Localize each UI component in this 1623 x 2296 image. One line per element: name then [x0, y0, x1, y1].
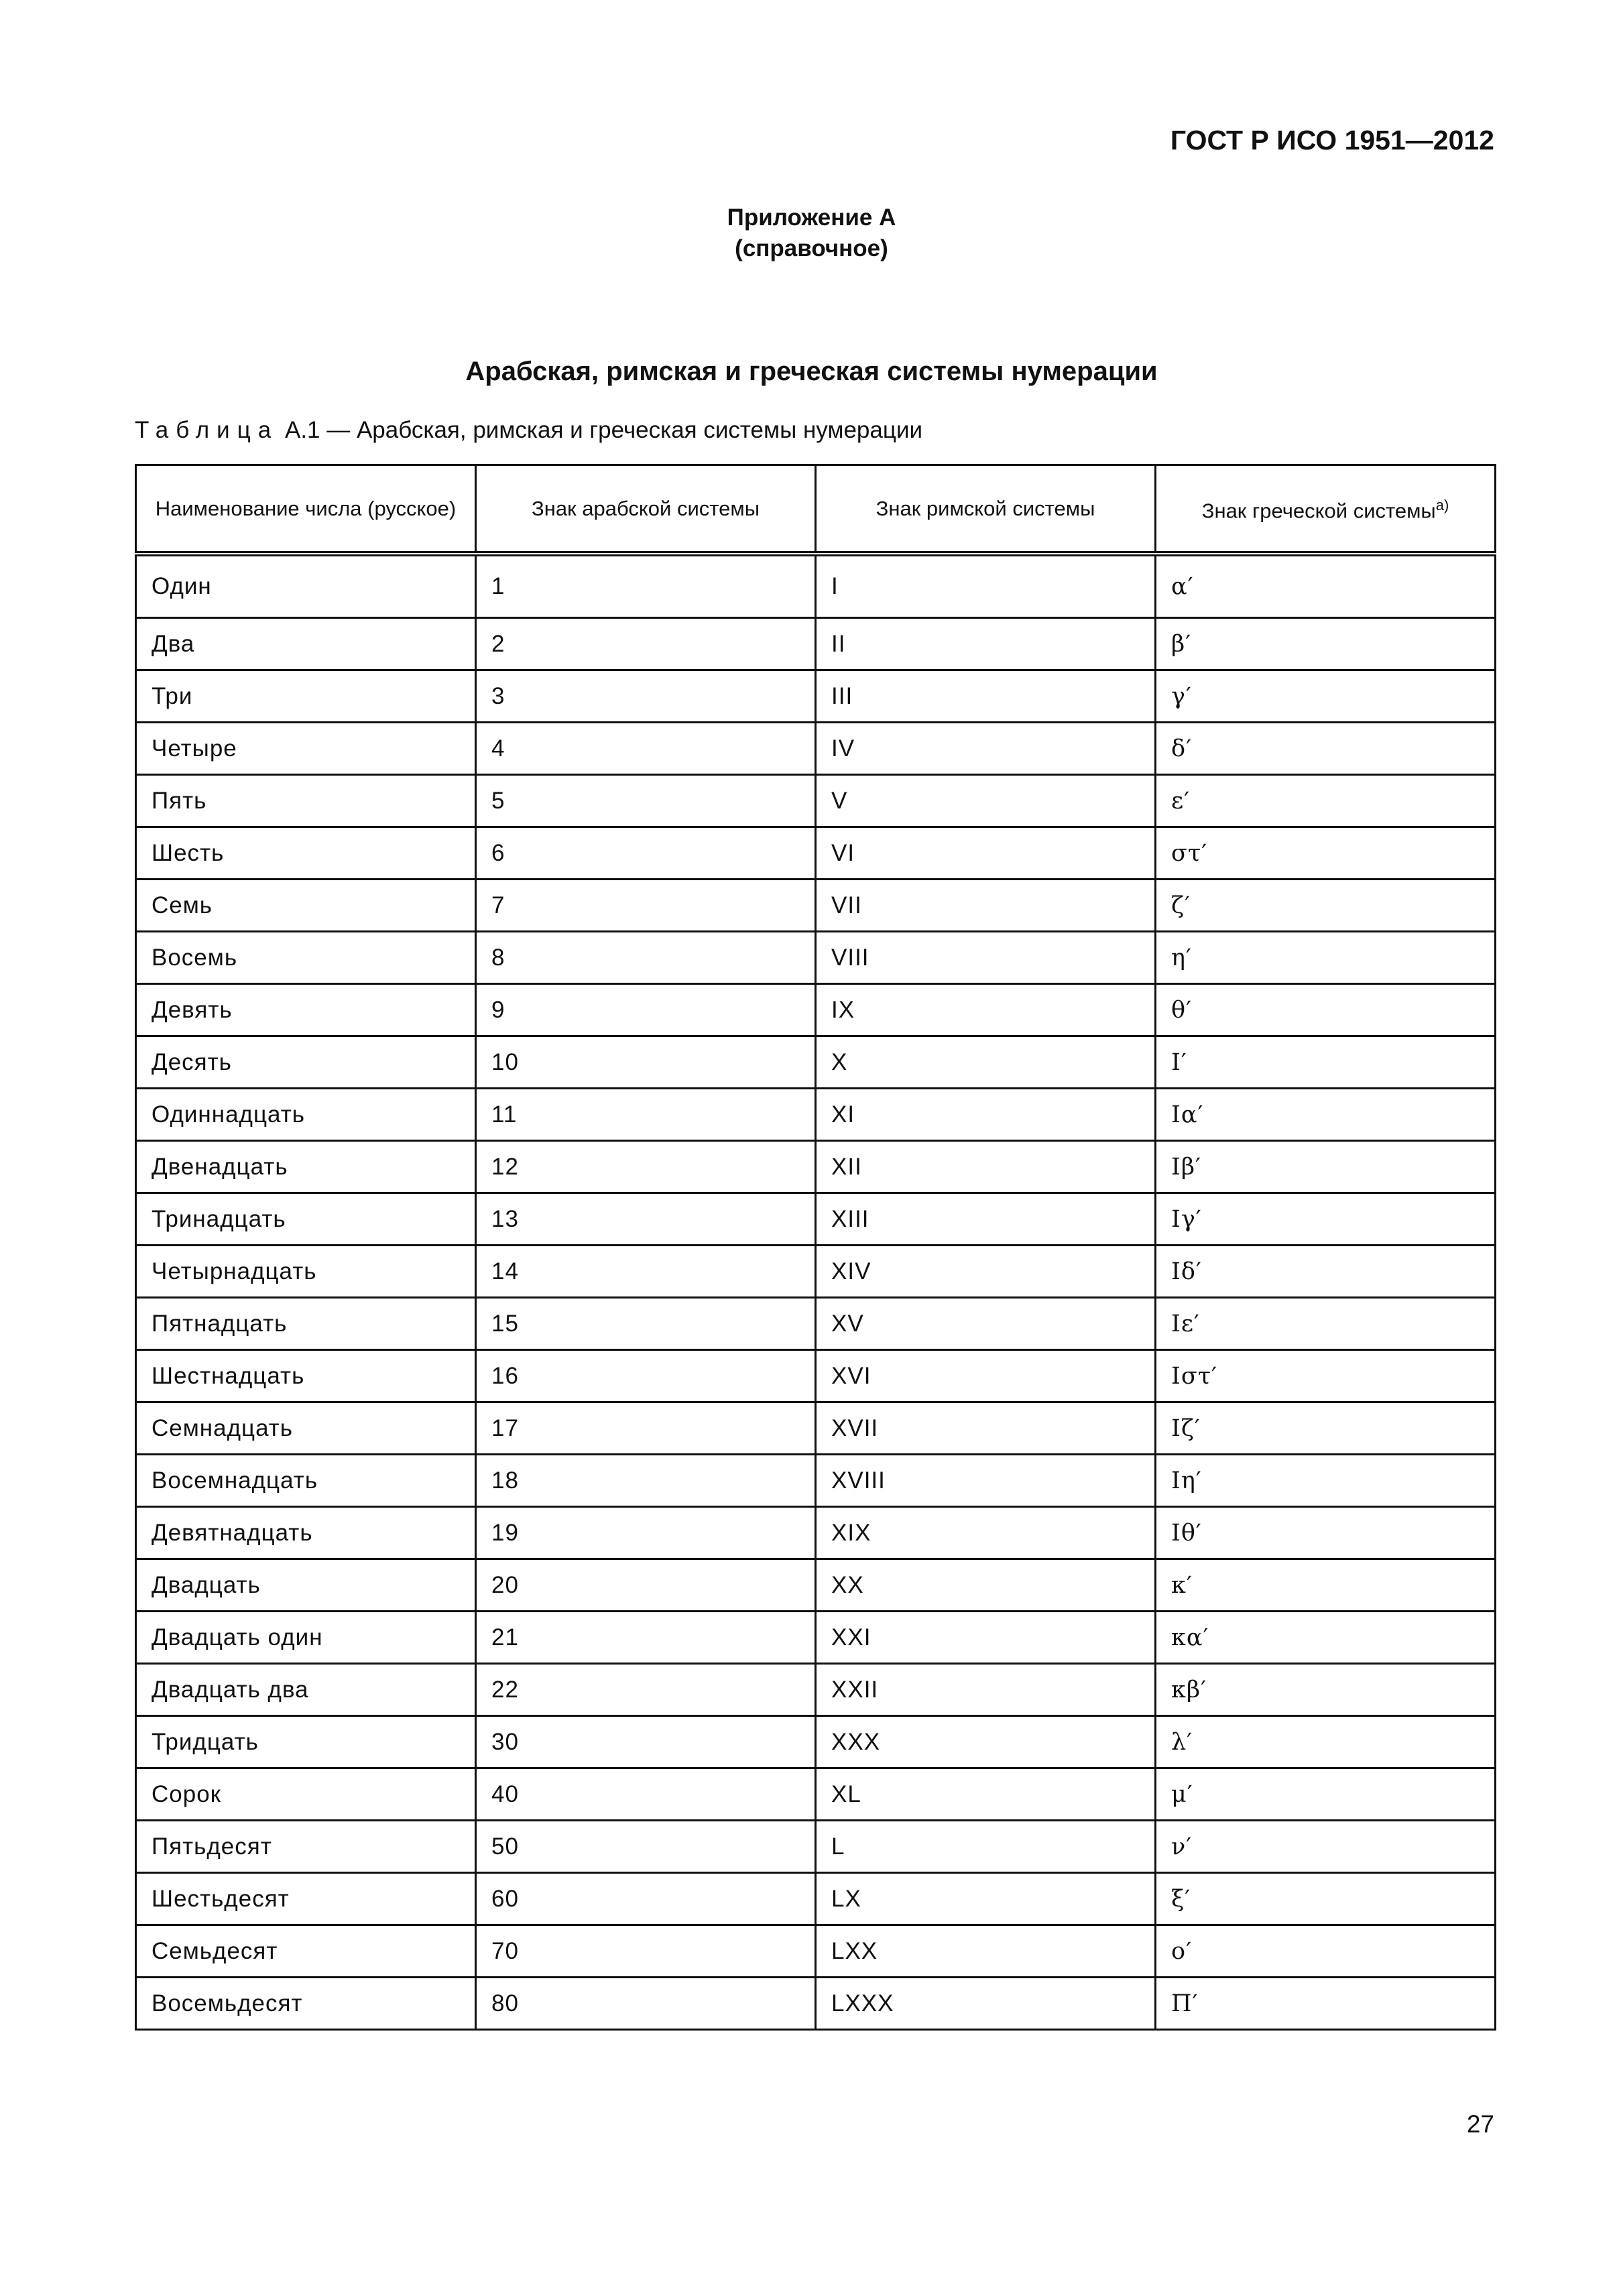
cell-greek: I′: [1156, 1036, 1496, 1089]
table-row: [136, 1089, 1496, 1141]
cell-greek: Iη′: [1156, 1455, 1496, 1507]
cell-name: Пятьдесят: [136, 1821, 476, 1873]
table-row: [136, 880, 1496, 932]
table-caption: [135, 417, 922, 444]
cell-name: Девятнадцать: [136, 1507, 476, 1559]
cell-name: Десять: [136, 1036, 476, 1089]
cell-name: Двадцать один: [136, 1612, 476, 1664]
cell-greek: ν′: [1156, 1821, 1496, 1873]
table-caption-label: Таблица: [135, 417, 279, 443]
cell-roman: XIV: [816, 1246, 1156, 1298]
table-row: [136, 1193, 1496, 1246]
table-row: [136, 1821, 1496, 1873]
cell-arabic: 21: [476, 1612, 816, 1664]
cell-roman: XVII: [816, 1402, 1156, 1455]
cell-greek: Iστ′: [1156, 1350, 1496, 1402]
cell-roman: XI: [816, 1089, 1156, 1141]
cell-roman: VII: [816, 880, 1156, 932]
cell-greek: Iθ′: [1156, 1507, 1496, 1559]
header-name: Наименование числа (русское): [136, 465, 476, 554]
cell-roman: L: [816, 1821, 1156, 1873]
cell-arabic: 6: [476, 827, 816, 880]
table-row: [136, 932, 1496, 984]
cell-greek: μ′: [1156, 1768, 1496, 1821]
cell-roman: XL: [816, 1768, 1156, 1821]
cell-arabic: 17: [476, 1402, 816, 1455]
cell-name: Пять: [136, 775, 476, 827]
cell-roman: XXII: [816, 1664, 1156, 1716]
cell-roman: XII: [816, 1141, 1156, 1193]
table-row: [136, 1925, 1496, 1978]
cell-arabic: 40: [476, 1768, 816, 1821]
table-caption-text: А.1 — Арабская, римская и греческая системы нумерации: [284, 417, 923, 443]
cell-roman: XX: [816, 1559, 1156, 1612]
table-header-row: [136, 465, 1496, 554]
table-row: [136, 1402, 1496, 1455]
header-greek-footnote-mark: а): [1435, 497, 1449, 514]
cell-greek: α′: [1156, 554, 1496, 618]
cell-roman: II: [816, 618, 1156, 670]
cell-name: Двадцать два: [136, 1664, 476, 1716]
cell-arabic: 15: [476, 1298, 816, 1350]
cell-roman: LXXX: [816, 1978, 1156, 2030]
table-row: [136, 1559, 1496, 1612]
cell-roman: XVI: [816, 1350, 1156, 1402]
cell-name: Четыре: [136, 723, 476, 775]
cell-arabic: 19: [476, 1507, 816, 1559]
cell-name: Пятнадцать: [136, 1298, 476, 1350]
table-row: [136, 723, 1496, 775]
table-row: [136, 1141, 1496, 1193]
cell-greek: λ′: [1156, 1716, 1496, 1768]
cell-roman: X: [816, 1036, 1156, 1089]
cell-greek: Iδ′: [1156, 1246, 1496, 1298]
cell-greek: ξ′: [1156, 1873, 1496, 1925]
cell-greek: στ′: [1156, 827, 1496, 880]
table-row: [136, 775, 1496, 827]
cell-name: Восемьдесят: [136, 1978, 476, 2030]
cell-roman: IX: [816, 984, 1156, 1036]
numeration-table: [135, 464, 1496, 2031]
header-greek-label: Знак греческой системы: [1201, 499, 1436, 523]
cell-greek: Iα′: [1156, 1089, 1496, 1141]
annex-status: (справочное): [735, 235, 888, 261]
annex-heading: [0, 202, 1623, 264]
table-row: [136, 1873, 1496, 1925]
cell-name: Семьдесят: [136, 1925, 476, 1978]
table-body: [136, 554, 1496, 2030]
cell-name: Девять: [136, 984, 476, 1036]
cell-roman: LXX: [816, 1925, 1156, 1978]
cell-greek: η′: [1156, 932, 1496, 984]
table-row: [136, 1768, 1496, 1821]
cell-greek: γ′: [1156, 670, 1496, 723]
cell-arabic: 5: [476, 775, 816, 827]
cell-arabic: 12: [476, 1141, 816, 1193]
page-number: 27: [1466, 2110, 1494, 2138]
table-row: [136, 827, 1496, 880]
cell-arabic: 22: [476, 1664, 816, 1716]
cell-greek: ε′: [1156, 775, 1496, 827]
cell-roman: XXX: [816, 1716, 1156, 1768]
table-row: [136, 1507, 1496, 1559]
cell-greek: ζ′: [1156, 880, 1496, 932]
cell-arabic: 18: [476, 1455, 816, 1507]
cell-name: Двенадцать: [136, 1141, 476, 1193]
table-row: [136, 1455, 1496, 1507]
table-row: [136, 1978, 1496, 2030]
table-row: [136, 984, 1496, 1036]
cell-greek: Iβ′: [1156, 1141, 1496, 1193]
cell-name: Два: [136, 618, 476, 670]
cell-greek: θ′: [1156, 984, 1496, 1036]
cell-arabic: 2: [476, 618, 816, 670]
cell-name: Шесть: [136, 827, 476, 880]
table-row: [136, 1298, 1496, 1350]
header-greek: [1156, 465, 1496, 554]
cell-name: Сорок: [136, 1768, 476, 1821]
cell-arabic: 10: [476, 1036, 816, 1089]
cell-roman: XV: [816, 1298, 1156, 1350]
cell-greek: Iζ′: [1156, 1402, 1496, 1455]
cell-name: Три: [136, 670, 476, 723]
cell-greek: κ′: [1156, 1559, 1496, 1612]
table-row: [136, 670, 1496, 723]
cell-arabic: 16: [476, 1350, 816, 1402]
cell-arabic: 50: [476, 1821, 816, 1873]
cell-greek: β′: [1156, 618, 1496, 670]
table-row: [136, 1716, 1496, 1768]
cell-greek: Iε′: [1156, 1298, 1496, 1350]
header-roman: Знак римской системы: [816, 465, 1156, 554]
cell-roman: VIII: [816, 932, 1156, 984]
cell-arabic: 4: [476, 723, 816, 775]
cell-roman: XIX: [816, 1507, 1156, 1559]
table-row: [136, 554, 1496, 618]
cell-name: Семь: [136, 880, 476, 932]
cell-greek: κα′: [1156, 1612, 1496, 1664]
cell-greek: Π′: [1156, 1978, 1496, 2030]
cell-name: Тринадцать: [136, 1193, 476, 1246]
cell-name: Одиннадцать: [136, 1089, 476, 1141]
cell-name: Восемнадцать: [136, 1455, 476, 1507]
cell-arabic: 3: [476, 670, 816, 723]
table-row: [136, 618, 1496, 670]
cell-name: Один: [136, 554, 476, 618]
cell-roman: VI: [816, 827, 1156, 880]
cell-arabic: 13: [476, 1193, 816, 1246]
cell-arabic: 11: [476, 1089, 816, 1141]
cell-name: Семнадцать: [136, 1402, 476, 1455]
cell-roman: XIII: [816, 1193, 1156, 1246]
cell-greek: Iγ′: [1156, 1193, 1496, 1246]
section-title: Арабская, римская и греческая системы нумерации: [465, 357, 1158, 386]
cell-arabic: 80: [476, 1978, 816, 2030]
cell-name: Восемь: [136, 932, 476, 984]
table-row: [136, 1246, 1496, 1298]
cell-arabic: 1: [476, 554, 816, 618]
cell-roman: LX: [816, 1873, 1156, 1925]
cell-roman: IV: [816, 723, 1156, 775]
cell-arabic: 30: [476, 1716, 816, 1768]
cell-roman: III: [816, 670, 1156, 723]
annex-title: Приложение А: [727, 204, 896, 231]
cell-greek: δ′: [1156, 723, 1496, 775]
cell-arabic: 20: [476, 1559, 816, 1612]
cell-greek: κβ′: [1156, 1664, 1496, 1716]
cell-greek: ο′: [1156, 1925, 1496, 1978]
cell-name: Двадцать: [136, 1559, 476, 1612]
table-row: [136, 1350, 1496, 1402]
cell-arabic: 9: [476, 984, 816, 1036]
table-row: [136, 1612, 1496, 1664]
document-code: ГОСТ Р ИСО 1951—2012: [1170, 125, 1494, 156]
table-row: [136, 1664, 1496, 1716]
cell-roman: I: [816, 554, 1156, 618]
header-arabic: Знак арабской системы: [476, 465, 816, 554]
cell-name: Шестнадцать: [136, 1350, 476, 1402]
cell-arabic: 8: [476, 932, 816, 984]
cell-arabic: 14: [476, 1246, 816, 1298]
cell-name: Четырнадцать: [136, 1246, 476, 1298]
cell-roman: XXI: [816, 1612, 1156, 1664]
cell-arabic: 70: [476, 1925, 816, 1978]
cell-arabic: 60: [476, 1873, 816, 1925]
cell-name: Тридцать: [136, 1716, 476, 1768]
cell-roman: XVIII: [816, 1455, 1156, 1507]
table-row: [136, 1036, 1496, 1089]
cell-arabic: 7: [476, 880, 816, 932]
cell-name: Шестьдесят: [136, 1873, 476, 1925]
cell-roman: V: [816, 775, 1156, 827]
